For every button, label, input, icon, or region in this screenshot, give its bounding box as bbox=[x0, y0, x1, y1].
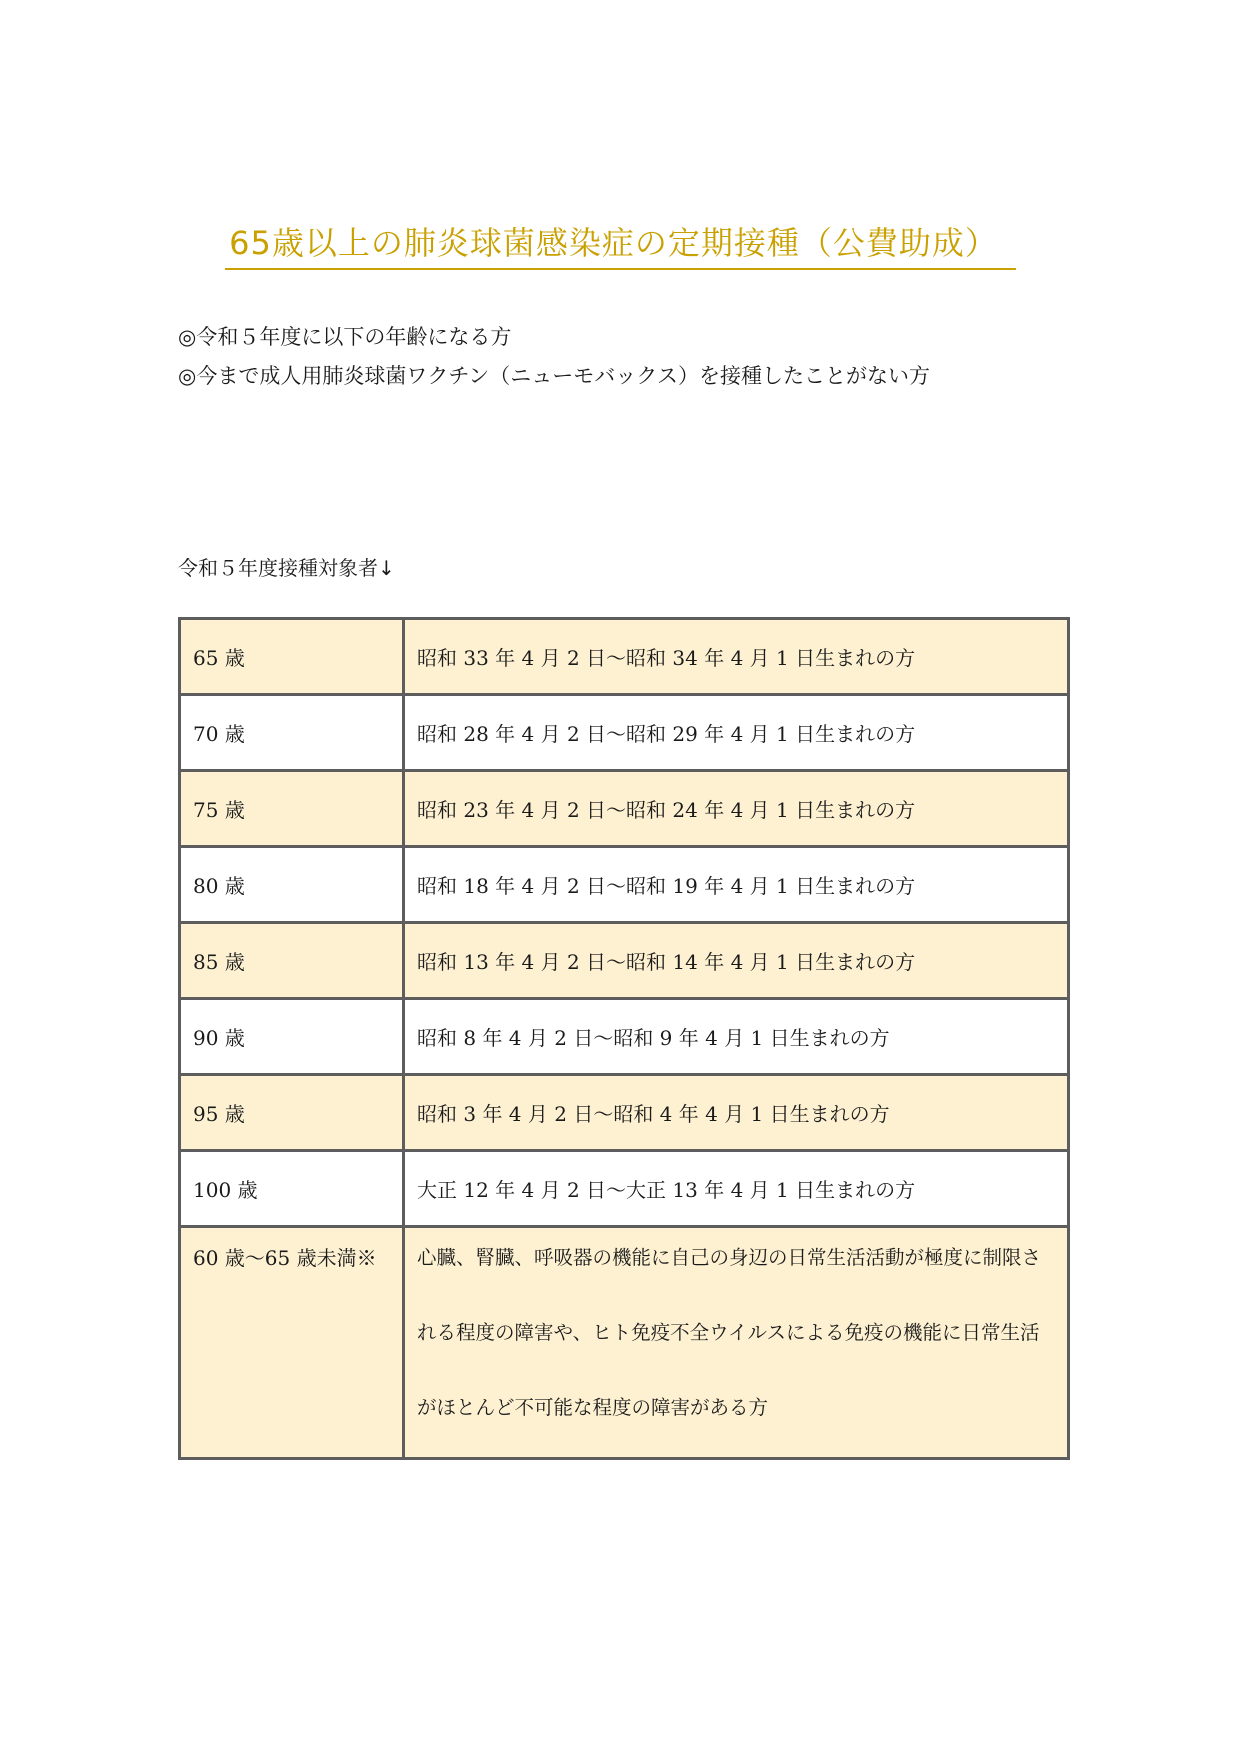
age-cell: 60 歳～65 歳未満※ bbox=[180, 1227, 404, 1459]
condition-text: 心臓、腎臓、呼吸器の機能に自己の身辺の日常生活活動が極度に制限される程度の障害や、ヒト免疫不全ウイルスによる免疫の機能に日常生活がほとんど不可能な程度の障害がある方 bbox=[417, 1246, 1042, 1419]
birth-range-cell: 昭和 28 年 4 月 2 日～昭和 29 年 4 月 1 日生まれの方 bbox=[404, 695, 1069, 771]
table-row bbox=[180, 847, 1069, 923]
condition-cell bbox=[404, 1227, 1069, 1459]
age-cell: 75 歳 bbox=[180, 771, 404, 847]
age-cell: 95 歳 bbox=[180, 1075, 404, 1151]
age-cell: 85 歳 bbox=[180, 923, 404, 999]
birth-range-cell: 昭和 23 年 4 月 2 日～昭和 24 年 4 月 1 日生まれの方 bbox=[404, 771, 1069, 847]
age-cell: 100 歳 bbox=[180, 1151, 404, 1227]
eligibility-note-age: ◎令和５年度に以下の年齢になる方 bbox=[178, 325, 512, 349]
age-cell: 65 歳 bbox=[180, 619, 404, 695]
birth-range-cell: 昭和 13 年 4 月 2 日～昭和 14 年 4 月 1 日生まれの方 bbox=[404, 923, 1069, 999]
table-row bbox=[180, 771, 1069, 847]
table-row bbox=[180, 619, 1069, 695]
table-row bbox=[180, 1227, 1069, 1459]
page-title: 65歳以上の肺炎球菌感染症の定期接種（公費助成） bbox=[225, 222, 1016, 270]
age-cell: 80 歳 bbox=[180, 847, 404, 923]
table-row bbox=[180, 1075, 1069, 1151]
birth-range-cell: 昭和 3 年 4 月 2 日～昭和 4 年 4 月 1 日生まれの方 bbox=[404, 1075, 1069, 1151]
table-row bbox=[180, 695, 1069, 771]
birth-range-cell: 昭和 18 年 4 月 2 日～昭和 19 年 4 月 1 日生まれの方 bbox=[404, 847, 1069, 923]
age-cell: 90 歳 bbox=[180, 999, 404, 1075]
birth-range-cell: 昭和 8 年 4 月 2 日～昭和 9 年 4 月 1 日生まれの方 bbox=[404, 999, 1069, 1075]
age-cell: 70 歳 bbox=[180, 695, 404, 771]
eligibility-table bbox=[178, 617, 1070, 1460]
title-container bbox=[0, 222, 1241, 270]
birth-range-cell: 大正 12 年 4 月 2 日～大正 13 年 4 月 1 日生まれの方 bbox=[404, 1151, 1069, 1227]
table-row bbox=[180, 1151, 1069, 1227]
table-heading: 令和５年度接種対象者↓ bbox=[178, 556, 395, 580]
table-row bbox=[180, 999, 1069, 1075]
table-row bbox=[180, 923, 1069, 999]
birth-range-cell: 昭和 33 年 4 月 2 日～昭和 34 年 4 月 1 日生まれの方 bbox=[404, 619, 1069, 695]
eligibility-note-vaccine: ◎今まで成人用肺炎球菌ワクチン（ニューモバックス）を接種したことがない方 bbox=[178, 364, 931, 388]
